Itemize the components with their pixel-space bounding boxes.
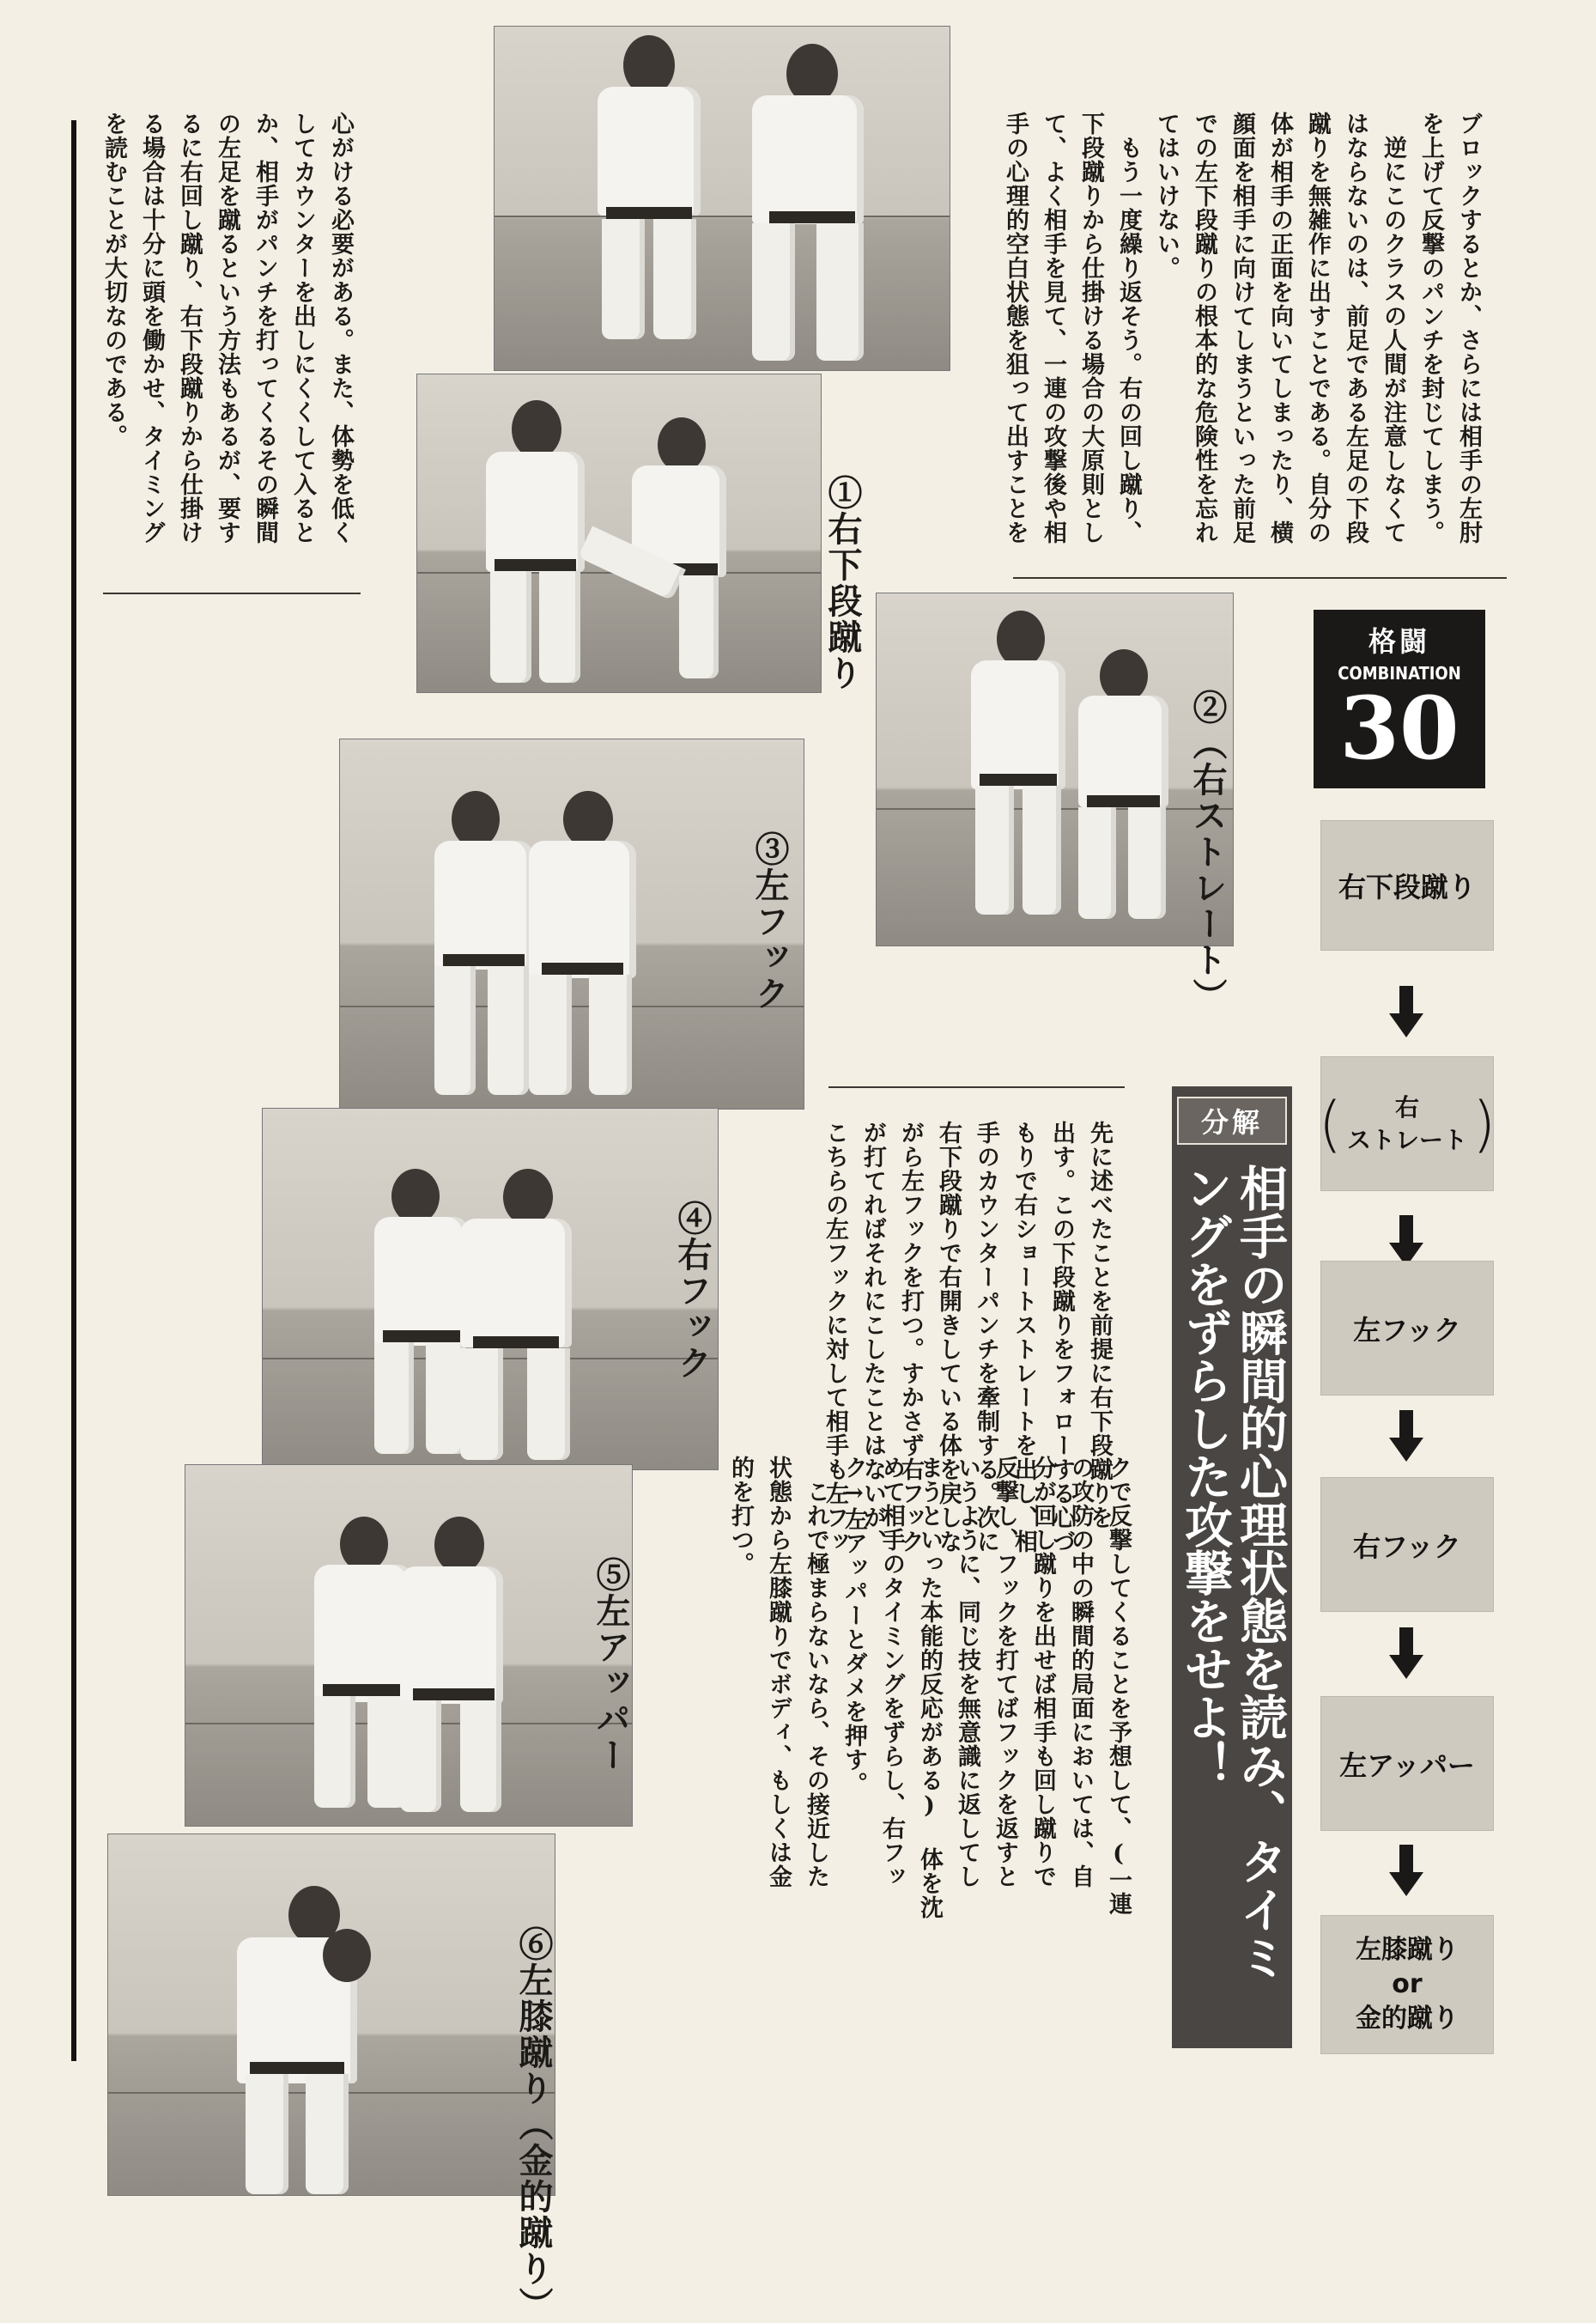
- headline-tag: [1177, 1097, 1287, 1145]
- down-arrow-icon: [1389, 1410, 1423, 1462]
- divider-top-left: [103, 593, 361, 594]
- flow-step-4-label: 右フック: [1353, 1529, 1461, 1563]
- headline-tag-label: 分解: [1200, 1106, 1263, 1139]
- photo-5: [185, 1464, 633, 1827]
- caption-1-text: 右下段蹴り: [822, 511, 863, 691]
- caption-2-text: （右ストレート）: [1187, 726, 1228, 1014]
- badge-number: 30: [1339, 678, 1459, 779]
- divider-mid-top: [828, 1086, 1125, 1088]
- bracket-right: ): [1472, 1088, 1496, 1159]
- caption-3-text: 左フック: [749, 867, 790, 1012]
- caption-5: [592, 1473, 664, 1773]
- flow-step-5-label: 左アッパー: [1339, 1748, 1475, 1782]
- down-arrow-icon: [1389, 1627, 1423, 1679]
- caption-4: [674, 1116, 746, 1381]
- caption-2: [1189, 605, 1261, 1014]
- photo-3: [339, 739, 804, 1110]
- badge-top: 格闘: [1368, 625, 1430, 658]
- flow-step-4: [1320, 1477, 1494, 1612]
- down-arrow-icon: [1389, 986, 1423, 1037]
- down-arrow-icon: [1389, 1215, 1423, 1267]
- flow-step-3: [1320, 1261, 1494, 1396]
- caption-5-text: 左アッパー: [591, 1593, 631, 1773]
- caption-5-num: ⑤: [591, 1557, 631, 1593]
- flow-step-6-label: 左膝蹴り or 金的蹴り: [1356, 1935, 1459, 2034]
- body-text-mid-b: クで反撃してくることを予想して、(一連 の攻防の中の瞬間的局面においては、自 分が回し蹴りを出せば相手も回し蹴りで 反撃し、フックを打てばフックを返すと いうように、同じ技を無意識に返してし まうといった本能的反応がある) 体を沈 めて相手のタイミングをずらし、右フッ ク→左アッパーとダメを押す。 これで極まらないなら、その接近した 状態から左膝蹴りでボディ、もしくは金 的を打つ。: [727, 1456, 1132, 1919]
- caption-1-num: ①: [822, 475, 863, 511]
- body-text-top-left: 心がける必要がある。また、体勢を低く してカウンターを出しにくくして入ると か、相手がパンチを打ってくるその瞬間 の左足を蹴るという方法もあるが、要す るに右回し蹴り、右下段蹴りから仕掛け る場合は十分に頭を働かせ、タイミング を読むことが大切なのである。: [100, 112, 354, 544]
- margin-bar: [71, 120, 76, 2061]
- body-text-mid-a: 先に述べたことを前提に右下段蹴りを 出す。この下段蹴りをフォローする心づ もりで右ショートストレートを出し、相 手のカウンターパンチを牽制する。次に 右下段蹴りで右開きしている体を戻しな がら左フックを打つ。すかさず右フック が打てればそれにこしたことはないが、 こちらの左フックに対して相手も左フッ: [822, 1121, 1113, 1554]
- caption-6: [515, 1842, 587, 2323]
- flow-step-1: [1320, 820, 1494, 951]
- body-text-top-right: ブロックするとか、さらには相手の左肘 を上げて反撃のパンチを封じてしまう。 逆にこのクラスの人間が注意しなくて はならないのは、前足である左足の下段 蹴りを無雑作に出すことである。自分の 体が相手の正面を向いてしまったり、横 顔面を相手に向けてしまうといった前足 での左下段蹴りの根本的な危険性を忘れ てはいけない。 もう一度繰り返そう。右の回し蹴り、 下段蹴りから仕掛ける場合の大原則とし て、よく相手を見て、一連の攻撃後や相 手の心理的空白状態を狙って出すことを: [1002, 112, 1482, 544]
- flow-step-2: [1320, 1056, 1494, 1191]
- badge-middle: COMBINATION: [1338, 663, 1461, 684]
- caption-4-text: 右フック: [672, 1237, 713, 1381]
- photo-6: [107, 1833, 555, 2196]
- caption-3: [751, 747, 823, 1012]
- caption-6-text: 左膝蹴り（金的蹴り）: [513, 1962, 554, 2323]
- headline-line-2: ングをずらした攻撃をせよ！: [1177, 1164, 1233, 1789]
- divider-top-right: [1013, 577, 1507, 579]
- bracket-left: (: [1318, 1088, 1342, 1159]
- caption-3-num: ③: [749, 831, 790, 867]
- flow-step-6: [1320, 1915, 1494, 2054]
- headline-box: [1172, 1086, 1292, 2048]
- photo-1: [416, 374, 822, 693]
- down-arrow-icon: [1389, 1845, 1423, 1896]
- photo-ready-stance: [494, 26, 950, 371]
- flow-step-1-label: 右下段蹴り: [1338, 871, 1476, 903]
- flow-step-5: [1320, 1696, 1494, 1831]
- headline-line-1: 相手の瞬間的心理状態を読み、タイミ: [1232, 1164, 1288, 1981]
- combination-badge: [1314, 610, 1485, 788]
- caption-6-num: ⑥: [513, 1926, 554, 1962]
- caption-2-num: ②: [1187, 690, 1228, 726]
- photo-4: [262, 1108, 719, 1470]
- photo-2: [876, 593, 1234, 946]
- flow-step-3-label: 左フック: [1353, 1313, 1461, 1347]
- flow-step-2-label: 右 ストレート: [1347, 1092, 1468, 1154]
- caption-4-num: ④: [672, 1201, 713, 1237]
